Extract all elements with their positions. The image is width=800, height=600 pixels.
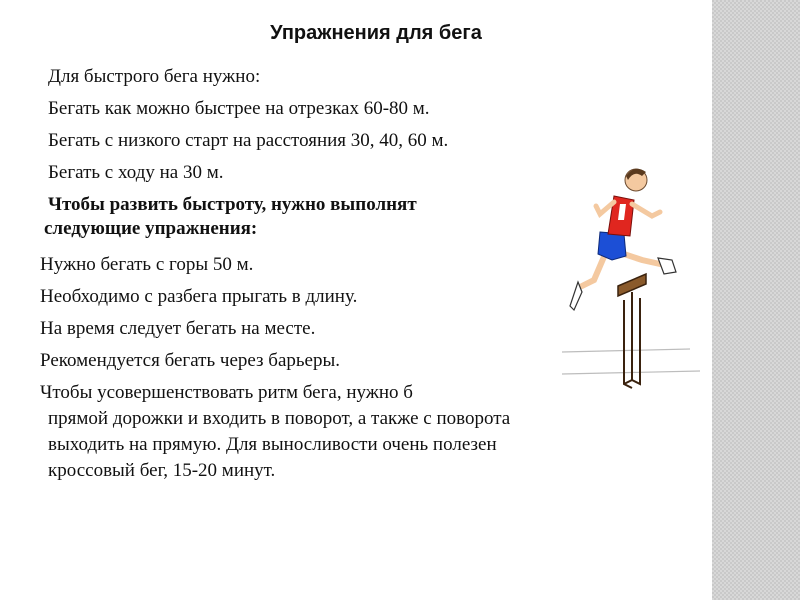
- text-line: На время следует бегать на месте.: [40, 318, 316, 339]
- text-line: кроссовый бег, 15-20 минут.: [48, 460, 276, 481]
- text-line: Для быстрого бега нужно:: [48, 66, 261, 87]
- text-line: Чтобы усовершенствовать ритм бега, нужно б: [40, 382, 413, 403]
- text-line: Нужно бегать с горы 50 м.: [40, 254, 254, 275]
- slide-title: Упражнения для бега: [270, 22, 482, 44]
- text-line: Рекомендуется бегать через барьеры.: [40, 350, 341, 371]
- text-line: Бегать с ходу на 30 м.: [48, 162, 224, 183]
- text-line: Необходимо с разбега прыгать в длину.: [40, 286, 358, 307]
- text-line: Бегать как можно быстрее на отрезках 60-80 м.: [48, 98, 430, 119]
- hurdle-icon: [618, 274, 646, 388]
- track-line-icon: [562, 349, 690, 352]
- hurdler-illustration: [560, 160, 710, 400]
- text-line: выходить на прямую. Для выносливости очень полезен: [48, 434, 497, 455]
- text-line-bold: следующие упражнения:: [44, 218, 258, 239]
- text-line: Бегать с низкого старт на расстояния 30, 40, 60 м.: [48, 130, 449, 151]
- text-line: прямой дорожки и входить в поворот, а также с поворота: [48, 408, 511, 429]
- text-line-bold: Чтобы развить быстроту, нужно выполнят: [48, 194, 417, 215]
- decorative-side-band: [712, 0, 800, 600]
